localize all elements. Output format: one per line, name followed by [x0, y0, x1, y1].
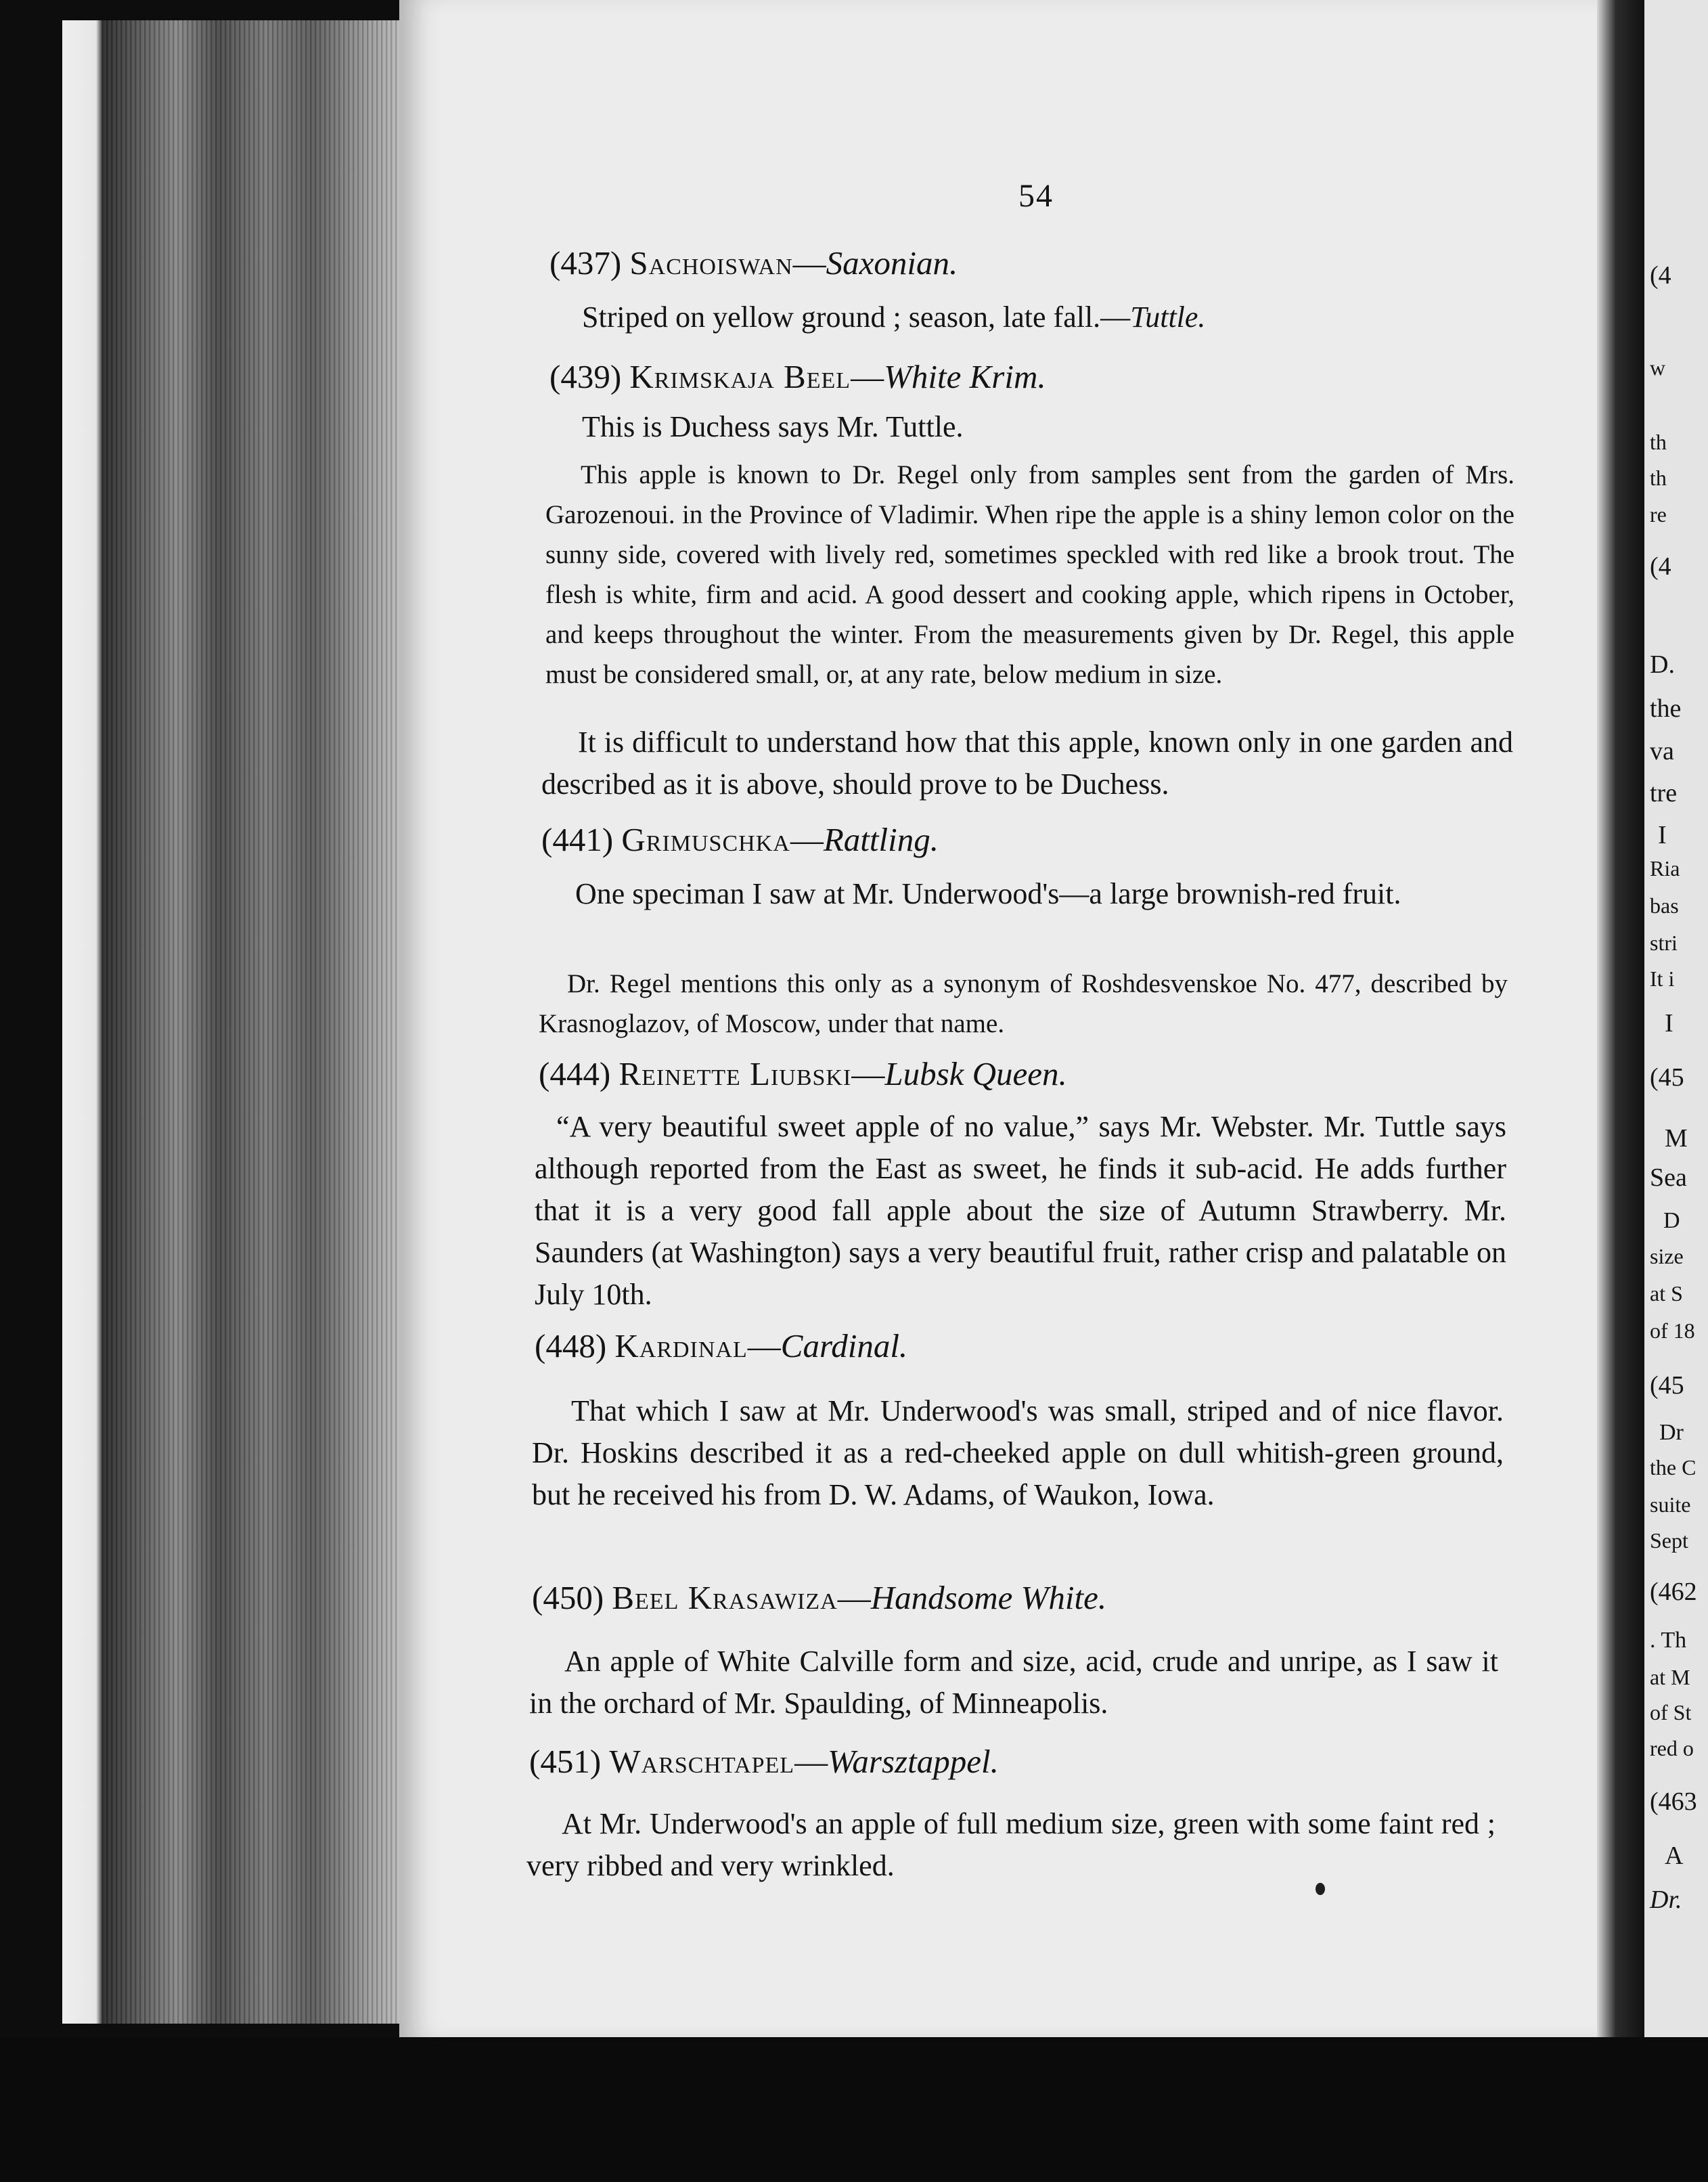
next-page-fragment: D. — [1650, 650, 1675, 679]
next-page-fragment: the C — [1650, 1455, 1696, 1479]
russian-name: Krimskaja Beel — [629, 358, 851, 395]
next-page-fragment: th — [1650, 430, 1667, 454]
english-name: Lubsk Queen. — [884, 1055, 1067, 1092]
dash: — — [792, 244, 826, 282]
variety-number: (439) — [549, 358, 622, 395]
english-name: Warsztappel. — [828, 1743, 999, 1780]
entry-paragraph-small: Dr. Regel mentions this only as a synonym of Roshdesvenskoe No. 477, described by Krasnoglazov, of Moscow, under that name. — [539, 969, 1508, 1038]
variety-number: (450) — [532, 1579, 604, 1616]
english-name: Rattling. — [823, 821, 939, 858]
russian-name: Grimuschka — [621, 821, 790, 858]
entry-paragraph: This is Duchess says Mr. Tuttle. — [582, 410, 964, 443]
paragraph-text: Striped on yellow ground ; season, late fall.— — [582, 300, 1131, 334]
next-page-fragment: Sept — [1650, 1528, 1688, 1553]
dash: — — [837, 1579, 871, 1616]
russian-name: Warschtapel — [609, 1743, 795, 1780]
next-page-fragment: Dr. — [1650, 1886, 1682, 1914]
next-page-fragment: tre — [1650, 779, 1678, 807]
page-edge-texture — [102, 20, 399, 2024]
entry-paragraph: That which I saw at Mr. Underwood's was small, striped and of nice flavor. Dr. Hoskins described it as a red-cheeked apple on dull whitish-green ground, but he received his from D. W. Adams, of Waukon, Iowa. — [532, 1394, 1504, 1511]
dash: — — [747, 1327, 781, 1364]
next-page-fragment: the — [1650, 694, 1682, 723]
next-page-fragment: bas — [1650, 893, 1679, 918]
dash: — — [851, 358, 884, 395]
entry-heading — [535, 1327, 907, 1365]
entry-heading — [549, 357, 1046, 396]
next-page-fragment: It i — [1650, 966, 1675, 991]
next-page-fragment: red o — [1650, 1736, 1694, 1760]
russian-name: Beel Krasawiza — [612, 1579, 838, 1616]
variety-number: (451) — [529, 1743, 602, 1780]
next-page-fragment: at M — [1650, 1665, 1690, 1689]
english-name: Cardinal. — [780, 1327, 908, 1364]
entry-paragraph: An apple of White Calville form and size, acid, crude and unripe, as I saw it in the orchard of Mr. Spaulding, of Minneapolis. — [529, 1645, 1498, 1720]
entry-paragraph: “A very beautiful sweet apple of no value,” says Mr. Webster. Mr. Tuttle says although reported from the East as sweet, he finds it sub-acid. He adds further that it is a very good fall apple about the size of Autumn Strawberry. Mr. Saunders (at Washington) says a very beautiful fruit, rather crisp and palatable on July 10th. — [535, 1110, 1506, 1311]
attribution: Tuttle. — [1130, 300, 1206, 334]
russian-name: Sachoiswan — [629, 244, 793, 282]
next-page-fragment: D — [1663, 1208, 1680, 1233]
variety-number: (444) — [539, 1055, 611, 1092]
next-page-fragment: of 18 — [1650, 1318, 1695, 1343]
next-page-fragment: size — [1650, 1244, 1684, 1268]
entry-heading — [549, 244, 958, 282]
entry-heading — [541, 820, 939, 859]
entry-paragraph: One speciman I saw at Mr. Underwood's—a large brownish-red fruit. — [575, 877, 1401, 910]
next-page-fragment: (462 — [1650, 1578, 1697, 1606]
dash: — — [851, 1055, 885, 1092]
entry-paragraph-small: This apple is known to Dr. Regel only from samples sent from the garden of Mrs. Garozenoui. in the Province of Vladimir. When ripe the apple is a shiny lemon color on the sunny side, covered with lively red, sometimes speckled with red like a brook trout. The flesh is white, firm and acid. A good dessert and cooking apple, which ripens in October, and keeps throughout the winter. From the measurements given by Dr. Regel, this apple must be considered small, or, at any rate, below medium in size. — [545, 460, 1514, 689]
variety-number: (437) — [549, 244, 622, 282]
next-page-fragment: I — [1658, 821, 1667, 849]
english-name: Saxonian. — [826, 244, 958, 282]
next-page-fragment: Ria — [1650, 856, 1680, 881]
book-gutter — [1597, 0, 1644, 2057]
page-number: 54 — [1018, 178, 1054, 214]
dash: — — [790, 821, 824, 858]
next-page-fragment: A — [1665, 1842, 1684, 1870]
entry-paragraph: It is difficult to understand how that this apple, known only in one garden and described as it is above, should prove to be Duchess. — [541, 726, 1513, 801]
next-page-fragment: th — [1650, 466, 1667, 490]
english-name: White Krim. — [884, 358, 1046, 395]
next-page-fragment: Dr — [1659, 1420, 1684, 1445]
next-page-edge — [1644, 0, 1708, 2064]
next-page-fragment: Sea — [1650, 1163, 1687, 1192]
russian-name: Reinette Liubski — [619, 1055, 852, 1092]
entry-heading — [532, 1578, 1106, 1617]
variety-number: (448) — [535, 1327, 607, 1364]
next-page-fragment: suite — [1650, 1492, 1691, 1517]
next-page-fragment: w — [1650, 355, 1666, 380]
dash: — — [794, 1743, 828, 1780]
next-page-fragment: . Th — [1650, 1628, 1687, 1653]
next-page-fragment: va — [1650, 737, 1674, 765]
next-page-fragment: at S — [1650, 1281, 1683, 1306]
english-name: Handsome White. — [870, 1579, 1107, 1616]
next-page-fragment: (45 — [1650, 1371, 1684, 1400]
next-page-fragment: I — [1665, 1009, 1673, 1038]
entry-heading — [529, 1742, 999, 1781]
next-page-fragment: M — [1665, 1124, 1688, 1153]
next-page-fragment: (4 — [1650, 261, 1671, 290]
entry-paragraph: At Mr. Underwood's an apple of full medium size, green with some faint red ; very ribbed and very wrinkled. — [526, 1807, 1496, 1882]
russian-name: Kardinal — [614, 1327, 748, 1364]
next-page-fragment: re — [1650, 502, 1667, 527]
variety-number: (441) — [541, 821, 614, 858]
scan-speck — [1316, 1883, 1325, 1895]
scan-background — [0, 2037, 1708, 2182]
entry-paragraph — [582, 296, 1340, 338]
next-page-fragment: (4 — [1650, 552, 1671, 581]
next-page-fragment: stri — [1650, 931, 1678, 955]
next-page-fragment: (45 — [1650, 1063, 1684, 1092]
next-page-fragment: of St — [1650, 1700, 1692, 1724]
next-page-fragment: (463 — [1650, 1787, 1697, 1816]
entry-heading — [539, 1054, 1067, 1093]
